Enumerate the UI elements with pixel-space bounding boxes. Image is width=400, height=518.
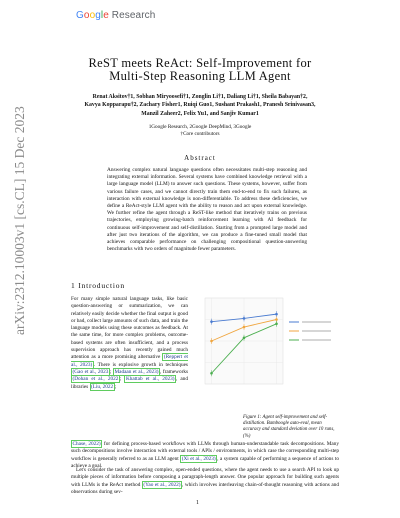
intro-text: for defining process-based workflows with LLMs through human-understandable task decompositions. Many such decompositions involve interaction with external tools / APIs / environments, in which case the corresponding multi-step workflow is generally referred to as an LLM agent — [71, 441, 339, 462]
citation-link[interactable]: (Xi et al., 2023) — [181, 455, 216, 462]
chart-grid — [205, 298, 283, 384]
intro-text: . There is explosive growth in techniques — [93, 361, 188, 368]
citation-link[interactable]: Khattab et al., 2023) — [125, 376, 175, 383]
abstract-text: Answering complex natural language questions often necessitates multi-step reasoning and integrating external information. Several systems have combined knowledge retrieval with a large language model (LLM) to answer such questions. These systems, however, suffer from various failure cases, and we cannot directly train them end-to-end to fix such failures, as interaction with external knowledge is non-differentiable. To address these deficiencies, we define a ReAct-style LLM agent with the ability to reason and act upon external knowledge. We further refine the agent through a ReST-like method that iteratively trains on previous trajectories, employing growing-batch reinforcement learning with AI feedback for continuous self-improvement and self-distillation. Starting from a prompted large model and after just two iterations of the algorithm, we can produce a fine-tuned small model that achieves comparable performance on challenging compositional question-answering benchmarks with two orders of magnitude fewer parameters. — [107, 167, 307, 253]
logo-google: Google — [76, 10, 109, 21]
intro-text: , frameworks — [160, 368, 188, 375]
citation-link[interactable]: (Reppert et al., 2023) — [71, 354, 189, 368]
intro-text: , a system capable of performing a sequence of actions to achieve a goal. — [71, 455, 340, 469]
data-point — [243, 336, 246, 339]
figure-chart — [191, 292, 336, 392]
google-research-logo — [76, 10, 155, 21]
data-point — [210, 340, 213, 343]
paper-title-line2: Multi-Step Reasoning LLM Agent — [109, 69, 291, 83]
figure-caption: Figure 1: Agent self-improvement and self-distillation. Bamboogle auto-eval, mean accuracy and standard deviation over 10 runs, (%) — [243, 415, 335, 439]
intro-text: , and libraries — [71, 376, 188, 390]
page-number: 1 — [196, 500, 199, 506]
authors-line: Renat Aksitov†1, Sobhan Miryoosefi†1, Zonglin Li†1, Daliang Li†1, Sheila Babayan†2, — [92, 94, 308, 100]
data-point — [243, 317, 246, 320]
logo-research: Research — [111, 10, 156, 21]
intro-paragraph-full — [71, 441, 339, 470]
citation-link[interactable]: (Liu, 2022 — [91, 383, 114, 390]
citation-link[interactable]: Madaan et al., 2023) — [114, 368, 159, 375]
intro-paragraph-column: For many simple natural language tasks, like basic question-answering or summarization, we can relatively easily decide whether the final output is good or bad, collect large amounts of such data, and train the language models using these outcomes as feedback. At the same time, for more complex problems, outcome-based systems are often insufficient, and a process supervision approach has recently gained much attention as a more promising alternative (Reppert et al., 2023) . There is explosive growth in techniques (Gao et al., 2023 ; Madaan et al., 2023) , frameworks (Dohan et al., 2022 ; Khattab et al., 2023) , and libraries (Liu, 2022 ; — [71, 296, 189, 390]
paper-title-line1: ReST meets ReAct: Self-Improvement for — [88, 56, 312, 70]
intro-text: Let's consider the task of answering complex, open-ended questions, where the agent needs to use a search API to look up multiple pieces of information before composing a paragraph-length answer. One popular approach for building such agents with LLMs is the ReAct method — [71, 467, 339, 488]
author-list — [60, 93, 340, 118]
abstract-heading: Abstract — [184, 154, 216, 162]
intro-paragraph-2 — [71, 467, 339, 496]
authors-line: Manzil Zaheer2, Felix Yu1, and Sanjiv Kumar1 — [141, 110, 259, 117]
data-point — [210, 372, 213, 375]
data-point — [275, 318, 278, 321]
data-point — [243, 326, 246, 329]
intro-text: For many simple natural language tasks, like basic question-answering or summarization, we can relatively easily decide whether the final output is good or bad, collect large amounts of such data, and train the language models using these outcomes as feedback. At the same time, for more complex problems, outcome-based systems are often insufficient, and a process supervision approach has recently gained much attention as a more promising alternative — [71, 296, 188, 361]
data-point — [210, 320, 213, 323]
core-contributors-note: †Core contributors — [180, 131, 220, 137]
chart-legend — [289, 322, 331, 340]
affiliations: 1Google Research, 2Google DeepMind, 3Google — [148, 124, 252, 130]
intro-text: , which involves interleaving chain-of-thought reasoning with actions and observations during sev- — [71, 481, 339, 495]
citation-link[interactable]: Chase, 2022) — [72, 441, 101, 447]
citation-link[interactable]: (Yao et al., 2022) — [143, 481, 181, 488]
authors-line: Kavya Kopparapu†2, Zachary Fisher1, Ruiqi Guo1, Sushant Prakash1, Pranesh Srinivasan3, — [84, 102, 316, 109]
citation-link[interactable]: (Gao et al., 2023 — [72, 368, 109, 375]
data-point — [275, 323, 278, 326]
section-heading: 1 Introduction — [71, 281, 125, 290]
citation-link[interactable]: (Dohan et al., 2022 — [72, 376, 119, 383]
data-point — [275, 313, 278, 316]
arxiv-stamp: arXiv:2312.10003v1 [cs.CL] 15 Dec 2023 — [12, 106, 27, 335]
